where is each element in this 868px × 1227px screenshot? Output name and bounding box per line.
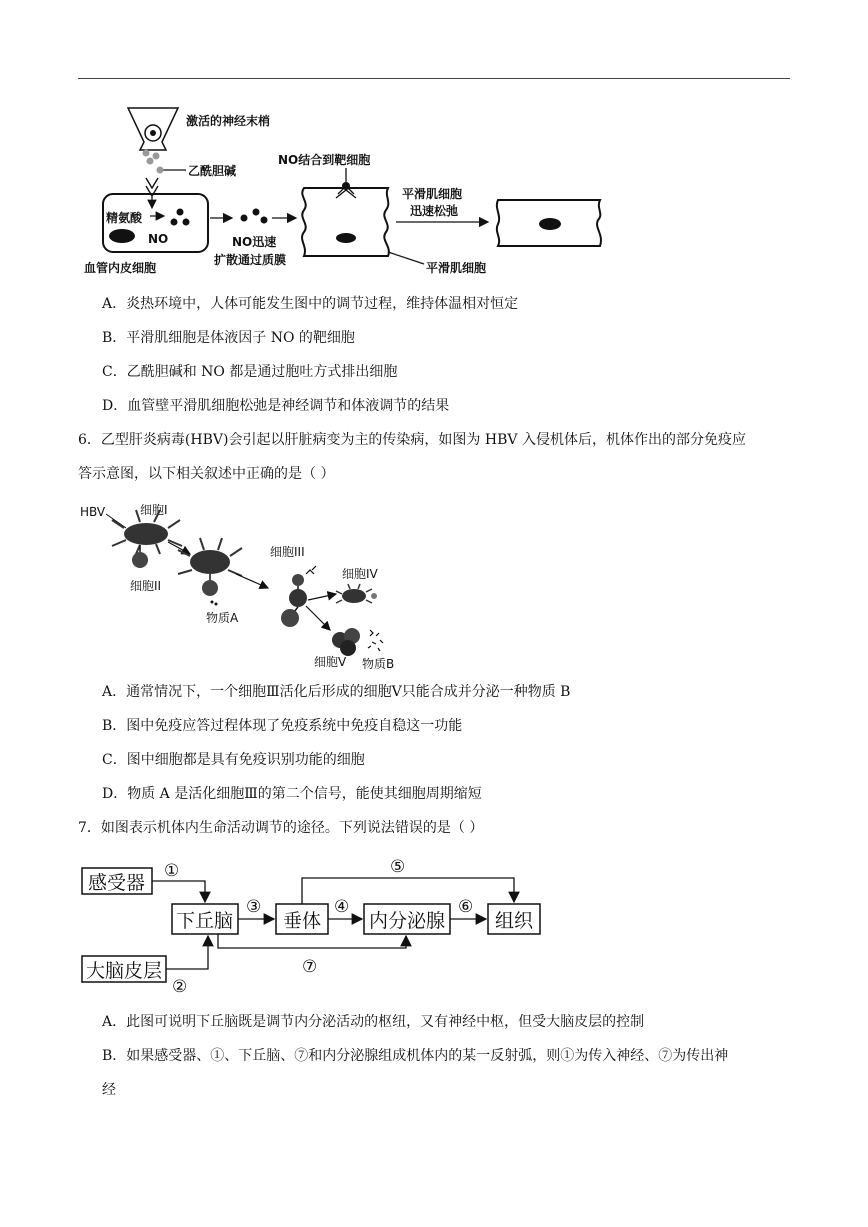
receptor-icon [336,168,356,198]
q5-option-b: B．平滑肌细胞是体液因子 NO 的靶细胞 [102,330,355,346]
label-diffuse-2: 扩散通过质膜 [214,253,287,267]
q7-option-b: B．如果感受器、①、下丘脑、⑦和内分泌腺组成机体内的某一反射弧，则①为传入神经、⑦为传出神 [102,1048,729,1064]
label-n1: ① [164,861,180,881]
q6-option-b: B．图中免疫应答过程体现了免疫系统中免疫自稳这一功能 [102,718,463,734]
figure-regulation-pathway [0,848,868,1008]
q7-option-b-cont: 经 [102,1082,116,1098]
cell-3-icon [281,566,316,627]
label-n4: ④ [334,897,350,917]
label-endothelial: 血管内皮细胞 [84,261,157,275]
label-cell5: 细胞V [314,655,347,669]
label-receptor: 感受器 [88,872,146,894]
label-substance-b: 物质B [362,657,395,671]
nerve-ending-icon [128,108,178,165]
label-acetylcholine: 乙酰胆碱 [188,164,237,178]
q5-option-a: A．炎热环境中，人体可能发生图中的调节过程，维持体温相对恒定 [102,296,519,312]
cell-5-icon [332,628,383,656]
label-hypothalamus: 下丘脑 [176,910,234,932]
label-cell3: 细胞III [270,545,305,559]
figure-immune-response [0,490,868,690]
q7-option-a: A．此图可说明下丘脑既是调节内分泌活动的枢纽，又有神经中枢，但受大脑皮层的控制 [102,1014,645,1030]
label-relax-2: 迅速松弛 [410,204,459,218]
label-arginine: 精氨酸 [106,211,143,225]
q5-option-d: D．血管壁平滑肌细胞松弛是神经调节和体液调节的结果 [102,398,450,414]
label-substance-a: 物质A [206,611,239,625]
target-smooth-muscle-cell [302,188,389,256]
cell-1-icon [112,510,182,568]
label-tissue: 组织 [495,910,534,932]
q6-option-a: A．通常情况下，一个细胞Ⅲ活化后形成的细胞Ⅴ只能合成并分泌一种物质 B [102,684,571,700]
label-no-binds: NO结合到靶细胞 [278,153,371,167]
label-n5: ⑤ [390,857,406,877]
label-cell1: 细胞I [140,503,168,517]
label-cortex: 大脑皮层 [86,960,163,982]
label-n7: ⑦ [302,957,318,977]
cell-4-icon [336,584,377,603]
q6-option-c: C．图中细胞都是具有免疫识别功能的细胞 [102,752,365,768]
label-nerve-ending: 激活的神经末梢 [186,114,271,128]
label-n3: ③ [246,897,262,917]
label-pituitary: 垂体 [283,910,322,932]
q6-stem-line1: 6．乙型肝炎病毒(HBV)会引起以肝脏病变为主的传染病，如图为 HBV 入侵机体后，机体作出的部分免疫应 [78,432,746,448]
q6-stem-line2: 答示意图，以下相关叙述中正确的是（ ） [78,466,335,482]
label-cell2: 细胞II [130,579,162,593]
q6-option-d: D．物质 A 是活化细胞Ⅲ的第二个信号，能使其细胞周期缩短 [102,786,482,802]
q5-option-c: C．乙酰胆碱和 NO 都是通过胞吐方式排出细胞 [102,364,398,380]
helper-cell-icon [178,538,242,606]
label-smooth-muscle: 平滑肌细胞 [426,261,487,275]
label-n6: ⑥ [458,897,474,917]
label-n2: ② [172,977,188,997]
label-relax-1: 平滑肌细胞 [402,187,463,201]
q7-stem: 7．如图表示机体内生命活动调节的途径。下列说法错误的是（ ） [78,820,484,836]
label-endocrine: 内分泌腺 [369,910,446,932]
label-no: NO [148,232,169,246]
figure-no-signaling [0,0,868,290]
label-diffuse-1: NO迅速 [232,235,277,249]
label-cell4: 细胞IV [342,567,378,581]
label-hbv: HBV [80,505,106,519]
